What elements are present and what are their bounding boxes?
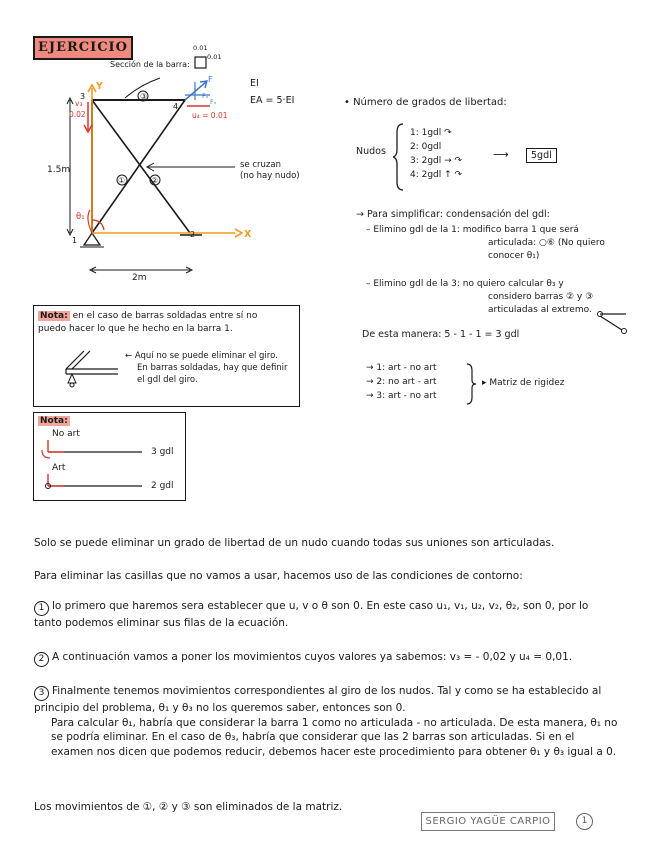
- force-fy-label: Fₙ: [210, 98, 217, 106]
- force-fx-label: Fₓ: [202, 92, 209, 100]
- dof-heading: • Número de grados de libertad:: [344, 97, 507, 108]
- node-label-4: 4: [173, 102, 179, 111]
- v3-label: v₃: [75, 99, 83, 108]
- cross-note: [240, 160, 300, 182]
- axis-x-label: X: [244, 229, 252, 240]
- theta1-label: θ₁: [76, 212, 85, 222]
- step1-line-3: conocer θ₁): [488, 251, 540, 261]
- body-item-1: [34, 599, 619, 631]
- articulated-bar-sketch: [596, 306, 632, 336]
- section-square: [195, 57, 206, 68]
- node-label-2: 2: [190, 230, 196, 239]
- body-paragraph-1: Solo se puede eliminar un grado de libertad de un nudo cuando todas sus uniones son articuladas.: [34, 537, 555, 549]
- body-final: Los movimientos de ①, ② y ③ son eliminados de la matriz.: [34, 801, 343, 813]
- step1-line-1: – Elimino gdl de la 1: modifico barra 1 que será: [366, 225, 579, 235]
- dof-row-1: 1: 1gdl ↷: [410, 128, 452, 138]
- matrix-row-1: → 1: art - no art: [366, 363, 437, 373]
- item3-text-a: Finalmente tenemos movimientos correspondientes al giro de los nudos. Tal y como se ha establecido al principio del problema, θ₁ y θ₃ no los queremos saber, entonces son 0.: [34, 685, 602, 714]
- bar-label-2: ②: [151, 176, 159, 185]
- step1-line-2: articulada: ○⑥ (No quiero: [488, 238, 605, 248]
- welded-joint-sketch: [62, 347, 122, 397]
- step2-line-3: articuladas al extremo.: [488, 305, 592, 315]
- u4-label: u₄ = 0.01: [192, 111, 228, 120]
- cross-note-line-2: (no hay nudo): [240, 171, 300, 181]
- step2-line-2: considero barras ② y ③: [488, 292, 594, 302]
- force-f-label: F: [208, 75, 213, 84]
- v3-value: 0.02: [69, 110, 86, 119]
- note1-arrow-line-1: ← Aquí no se puede eliminar el giro.: [125, 351, 278, 361]
- note2-gdl3: 3 gdl: [151, 447, 174, 457]
- width-label: 2m: [132, 273, 147, 283]
- note1-tag: Nota:: [40, 311, 68, 321]
- page-title: EJERCICIO: [33, 36, 133, 60]
- body-item-3: [34, 684, 619, 759]
- note1-arrow-line-2: En barras soldadas, hay que definir: [137, 363, 288, 373]
- matrix-brace: [466, 363, 478, 405]
- height-label: 1.5m: [47, 165, 71, 175]
- nudos-label: Nudos: [356, 146, 386, 157]
- step2: [366, 278, 593, 317]
- dof-row-3: 3: 2gdl → ↷: [410, 156, 463, 166]
- dof-result: De esta manera: 5 - 1 - 1 = 3 gdl: [362, 329, 520, 340]
- note2-art: Art: [52, 463, 66, 473]
- note1-arrow-line-3: el gdl del giro.: [137, 375, 198, 385]
- bar-label-3: ③: [140, 92, 148, 101]
- dof-rows: [410, 126, 462, 182]
- matrix-row-2: → 2: no art - art: [366, 377, 437, 387]
- bar-label-1: ①: [118, 176, 126, 185]
- note2-tag-wrap: [38, 415, 70, 428]
- item3-text-b: Para calcular θ₁, habría que considerar la barra 1 como no articulada - no articulada. De esta manera, θ₁ no se podría eliminar. En el caso de θ₃, habría que considerar que las 2 barras son articuladas. Si en el examen nos dicen que podemos reducir, debemos hacer este procedimiento para obtener θ₁ y θ₃ igual a 0.: [51, 716, 618, 758]
- note2-no-art: No art: [52, 429, 80, 439]
- note1-arrow-text: [125, 350, 288, 386]
- matrix-rows: [366, 361, 437, 403]
- dof-total: 5gdl: [526, 148, 557, 163]
- prop-ea: EA = 5·EI: [250, 95, 295, 106]
- dof-arrow-icon: ⟶: [493, 148, 509, 161]
- item1-text: lo primero que haremos sera establecer que u, v o θ son 0. En este caso u₁, v₁, u₂, v₂, θ₂, son 0, por lo tanto podemos eliminar sus filas de la ecuación.: [34, 600, 589, 629]
- section-dim-top: 0.01: [193, 44, 208, 52]
- signature: SERGIO YAGÜE CARPIO: [421, 812, 555, 831]
- node-label-3: 3: [80, 92, 86, 101]
- item2-text: A continuación vamos a poner los movimientos cuyos valores ya sabemos: v₃ = - 0,02 y u₄ = 0,01.: [52, 651, 573, 663]
- dof-row-2: 2: 0gdl: [410, 142, 442, 152]
- matrix-label-text: Matriz de rigidez: [489, 378, 565, 388]
- prop-ei: EI: [250, 78, 259, 89]
- support-1: [84, 233, 100, 245]
- item3-number: 3: [34, 686, 49, 701]
- note2-gdl2: 2 gdl: [151, 481, 174, 491]
- body-item-2: [34, 650, 619, 667]
- dof-row-4: 4: 2gdl ↑ ↷: [410, 170, 463, 180]
- matrix-label: ▸ Matriz de rigidez: [482, 378, 565, 388]
- body-paragraph-2: Para eliminar las casillas que no vamos a usar, hacemos uso de las condiciones de contorno:: [34, 570, 523, 582]
- step2-line-1: – Elimino gdl de la 3: no quiero calcular θ₃ y: [366, 279, 564, 289]
- matrix-row-3: → 3: art - no art: [366, 391, 437, 401]
- item1-number: 1: [34, 601, 49, 616]
- page-number: 1: [576, 813, 593, 830]
- axis-y-label: Y: [96, 81, 103, 92]
- section-dim-side: 0.01: [207, 53, 222, 61]
- section-label: Sección de la barra:: [110, 60, 190, 69]
- note1-text: [38, 310, 296, 336]
- note1-line-2: puedo hacer lo que he hecho en la barra 1.: [38, 324, 233, 334]
- node-label-1: 1: [72, 236, 78, 245]
- note2-tag: Nota:: [40, 416, 68, 426]
- dof-brace: [393, 122, 407, 192]
- step1: [366, 224, 605, 263]
- item2-number: 2: [34, 652, 49, 667]
- note1-line-1: en el caso de barras soldadas entre sí no: [72, 311, 258, 321]
- cross-note-line-1: se cruzan: [240, 160, 281, 170]
- simplify-heading: → Para simplificar: condensación del gdl:: [356, 209, 550, 220]
